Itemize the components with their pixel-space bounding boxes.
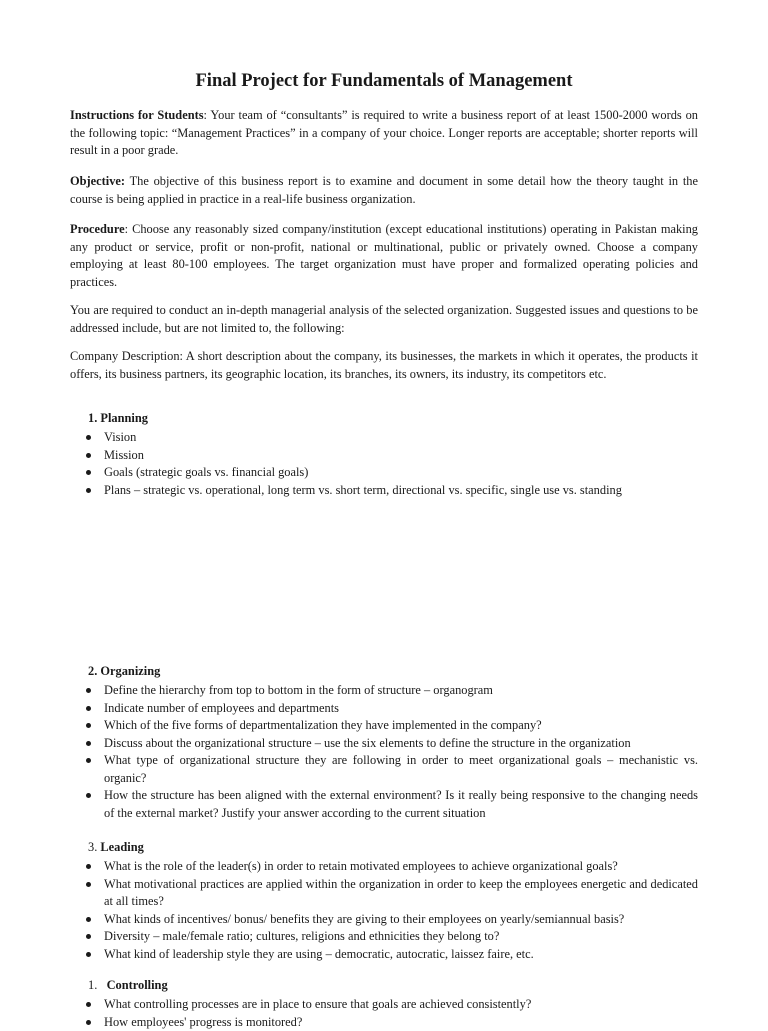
list-item xyxy=(0,700,698,718)
list-item-text: What is the role of the leader(s) in order to retain motivated employees to achieve organizational goals? xyxy=(104,859,618,873)
instructions-label: Instructions for Students xyxy=(70,108,204,122)
bullet-icon xyxy=(86,934,91,939)
section-number: 1. xyxy=(88,978,97,992)
section-label: Controlling xyxy=(107,978,168,992)
objective-text: The objective of this business report is to examine and document in some detail how the theory taught in the course is being applied in practice in a real-life business organization. xyxy=(70,174,698,206)
document-title: Final Project for Fundamentals of Management xyxy=(0,70,768,92)
list-item xyxy=(0,787,698,822)
list-item xyxy=(0,911,698,929)
bullet-icon xyxy=(86,435,91,440)
list-item xyxy=(0,1014,698,1031)
section-number: 1. xyxy=(88,411,97,425)
list-item xyxy=(0,858,698,876)
bullet-icon xyxy=(86,793,91,798)
bullet-icon xyxy=(86,864,91,869)
bullet-icon xyxy=(86,952,91,957)
instructions-paragraph xyxy=(70,107,698,160)
company-description-paragraph: Company Description: A short description about the company, its businesses, the markets in which it operates, the products it offers, its business partners, its geographic location, its branches, its owners, its industry, its competitors etc. xyxy=(70,348,698,383)
bullet-icon xyxy=(86,488,91,493)
list-item xyxy=(0,735,698,753)
list-item xyxy=(0,429,698,447)
list-item-text: What kind of leadership style they are using – democratic, autocratic, laissez faire, etc. xyxy=(104,947,534,961)
objective-paragraph xyxy=(70,173,698,208)
bullet-icon xyxy=(86,758,91,763)
list-item-text: What kinds of incentives/ bonus/ benefits they are giving to their employees on yearly/semiannual basis? xyxy=(104,912,624,926)
bullet-icon xyxy=(86,882,91,887)
organizing-list xyxy=(0,682,698,822)
section-number: 2. xyxy=(88,664,97,678)
procedure-text: : Choose any reasonably sized company/institution (except educational institutions) operating in Pakistan making any product or service, profit or non-profit, national or multinational, public or privately owned. Choose a company employing at least 80-100 employees. The target organization must have proper and formalized operating policies and practices. xyxy=(70,222,698,289)
planning-list xyxy=(0,429,698,499)
section-label: Leading xyxy=(100,840,143,854)
list-item-text: Goals (strategic goals vs. financial goals) xyxy=(104,465,308,479)
list-item-text: Mission xyxy=(104,448,144,462)
list-item-text: Define the hierarchy from top to bottom in the form of structure – organogram xyxy=(104,683,493,697)
bullet-icon xyxy=(86,917,91,922)
list-item xyxy=(0,682,698,700)
bullet-icon xyxy=(86,688,91,693)
list-item-text: Discuss about the organizational structure – use the six elements to define the structure in the organization xyxy=(104,736,631,750)
procedure-paragraph xyxy=(70,221,698,291)
list-item-text: Indicate number of employees and departments xyxy=(104,701,339,715)
bullet-icon xyxy=(86,470,91,475)
section-heading-organizing xyxy=(88,663,160,680)
section-label: Organizing xyxy=(100,664,160,678)
bullet-icon xyxy=(86,706,91,711)
list-item xyxy=(0,946,698,964)
procedure-label: Procedure xyxy=(70,222,125,236)
list-item xyxy=(0,996,698,1014)
list-item-text: Diversity – male/female ratio; cultures, religions and ethnicities they belong to? xyxy=(104,929,499,943)
section-heading-planning xyxy=(88,410,148,427)
list-item-text: What type of organizational structure they are following in order to meet organizational goals – mechanistic vs. organic? xyxy=(104,753,698,785)
section-heading-controlling xyxy=(88,977,168,994)
list-item-text: What controlling processes are in place to ensure that goals are achieved consistently? xyxy=(104,997,531,1011)
list-item xyxy=(0,717,698,735)
bullet-icon xyxy=(86,741,91,746)
list-item-text: Vision xyxy=(104,430,136,444)
list-item-text: How the structure has been aligned with the external environment? Is it really being responsive to the changing needs of the external market? Justify your answer according to the current situation xyxy=(104,788,698,820)
controlling-list xyxy=(0,996,698,1031)
objective-label: Objective: xyxy=(70,174,125,188)
section-number: 3. xyxy=(88,840,97,854)
list-item xyxy=(0,752,698,787)
bullet-icon xyxy=(86,1002,91,1007)
leading-list xyxy=(0,858,698,963)
section-label: Planning xyxy=(100,411,148,425)
list-item-text: Which of the five forms of departmentalization they have implemented in the company? xyxy=(104,718,542,732)
list-item xyxy=(0,876,698,911)
list-item xyxy=(0,464,698,482)
list-item xyxy=(0,482,698,500)
list-item xyxy=(0,928,698,946)
list-item xyxy=(0,447,698,465)
list-item-text: How employees' progress is monitored? xyxy=(104,1015,302,1029)
bullet-icon xyxy=(86,723,91,728)
list-item-text: What motivational practices are applied within the organization in order to keep the employees energetic and dedicated at all times? xyxy=(104,877,698,909)
analysis-paragraph: You are required to conduct an in-depth managerial analysis of the selected organization. Suggested issues and questions to be addressed include, but are not limited to, the following: xyxy=(70,302,698,337)
bullet-icon xyxy=(86,453,91,458)
list-item-text: Plans – strategic vs. operational, long term vs. short term, directional vs. specific, single use vs. standing xyxy=(104,483,622,497)
instructions-text: : Your team of “consultants” is required to write a business report of at least 1500-2000 words on the following topic: “Management Practices” in a company of your choice. Longer reports are acceptable; shorter reports will result in a poor grade. xyxy=(70,108,698,157)
section-heading-leading xyxy=(88,839,144,856)
